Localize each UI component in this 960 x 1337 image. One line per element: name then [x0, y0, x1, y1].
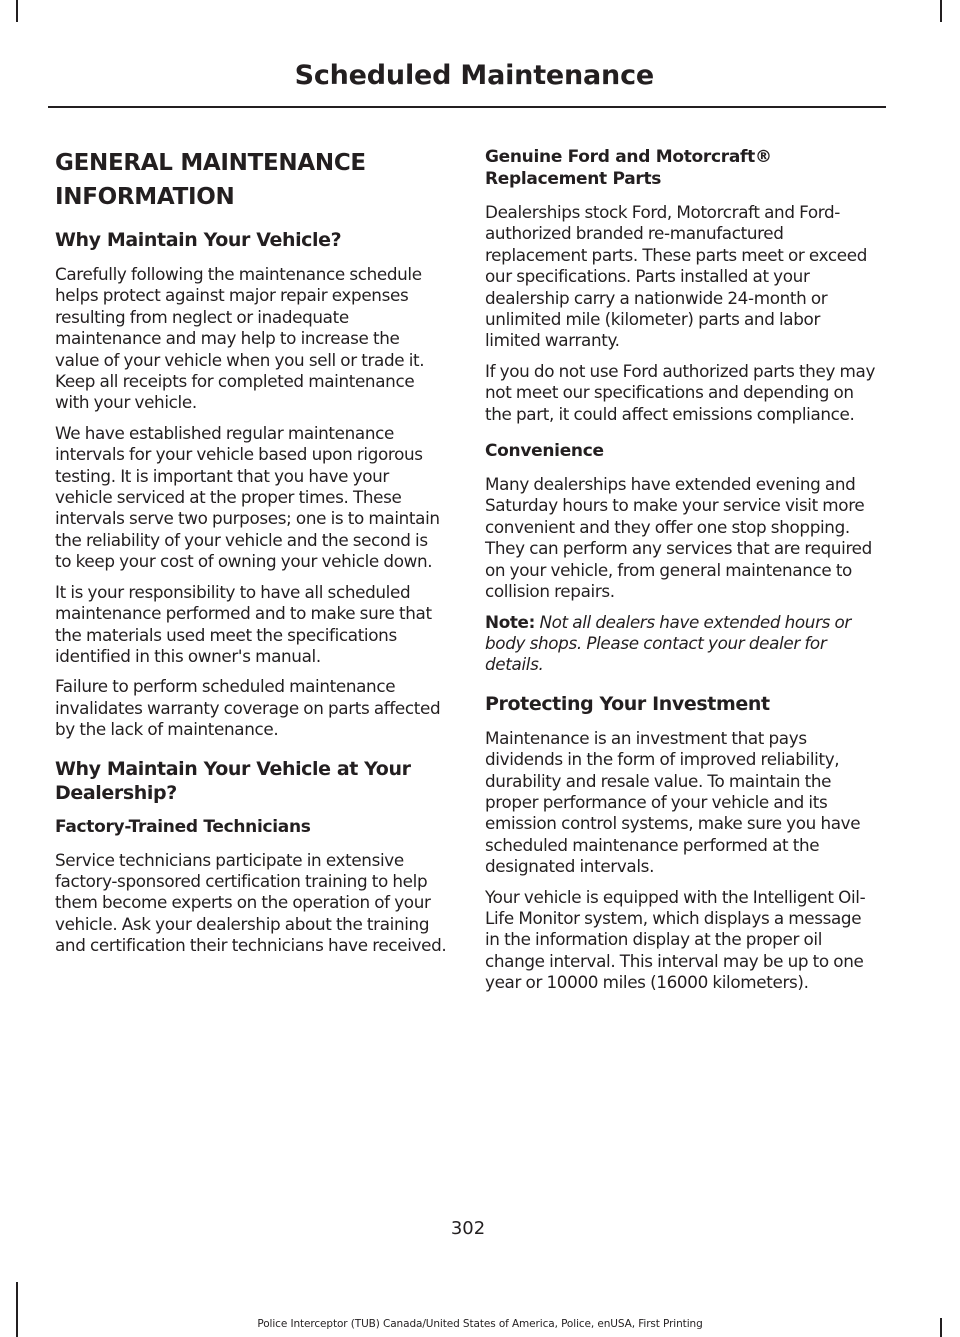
heading-convenience: Convenience: [485, 441, 604, 462]
main-heading: [55, 146, 447, 214]
crop-mark-top-right: [940, 0, 942, 22]
crop-mark-bottom-right: [940, 1318, 942, 1337]
footer-text: Police Interceptor (TUB) Canada/United States of America, Police, enUSA, First Printing: [257, 1318, 703, 1330]
paragraph: Service technicians participate in extensive factory-sponsored certification training to help them become experts on the operation of your vehicle. Ask your dealership about the training and certification their technicians have received.: [55, 849, 447, 956]
header-divider: [48, 106, 886, 108]
note-label: Note:: [485, 611, 535, 632]
crop-mark-bottom-left: [16, 1282, 18, 1337]
paragraph: Your vehicle is equipped with the Intelligent Oil-Life Monitor system, which displays a message in the information display at the proper oil change interval. This interval may be up to one year or 10000 miles (16000 kilometers).: [485, 886, 866, 993]
right-column: [485, 146, 877, 1003]
paragraph: If you do not use Ford authorized parts they may not meet our specifications and depending on the part, it could affect emissions compliance.: [485, 360, 876, 424]
heading-why-dealership: Why Maintain Your Vehicle at Your Dealership?: [55, 757, 411, 804]
paragraph: It is your responsibility to have all scheduled maintenance performed and to make sure that the materials used meet the specifications identified in this owner's manual.: [55, 581, 432, 666]
note-text: Not all dealers have extended hours or body shops. Please contact your dealer for details.: [485, 611, 851, 675]
paragraph: Carefully following the maintenance schedule helps protect against major repair expenses resulting from neglect or inadequate maintenance and may help to increase the value of your vehicle when you sell or trade it. Keep all receipts for completed maintenance with your vehicle.: [55, 264, 425, 413]
paragraph: We have established regular maintenance intervals for your vehicle based upon rigorous testing. It is important that you have your vehicle serviced at the proper times. These intervals serve two purposes; one is to maintain the reliability of your vehicle and the second is to keep your cost of owning your vehicle down.: [55, 422, 440, 572]
paragraph: Dealerships stock Ford, Motorcraft and Ford-authorized branded re-manufactured replacement parts. These parts meet or exceed our specifications. Parts installed at your dealership carry a nationwide 24-month or unlimited mile (kilometer) parts and labor limited warranty.: [485, 202, 868, 351]
left-column: [55, 146, 447, 966]
heading-factory-trained: Factory-Trained Technicians: [55, 816, 311, 837]
section-title: Scheduled Maintenance: [294, 60, 654, 91]
paragraph: Failure to perform scheduled maintenance invalidates warranty coverage on parts affected by the lack of maintenance.: [55, 676, 441, 740]
paragraph: Many dealerships have extended evening and Saturday hours to make your service visit more convenient and they offer one stop shopping. They can perform any services that are required on your vehicle, from general maintenance to collision repairs.: [485, 474, 872, 602]
page-number: 302: [450, 1218, 486, 1239]
heading-protecting-investment: Protecting Your Investment: [485, 692, 770, 715]
heading-genuine-parts: Genuine Ford and Motorcraft® Replacement Parts: [485, 147, 772, 189]
main-heading-line2: INFORMATION: [55, 184, 235, 210]
paragraph: Maintenance is an investment that pays dividends in the form of improved reliability, durability and resale value. To maintain the proper performance of your vehicle and its emission control systems, make sure you have scheduled maintenance performed at the designated intervals.: [485, 727, 861, 877]
heading-why-maintain: Why Maintain Your Vehicle?: [55, 229, 342, 251]
note: [485, 612, 877, 676]
main-heading-line1: GENERAL MAINTENANCE: [55, 150, 366, 176]
crop-mark-top-left: [16, 0, 18, 22]
